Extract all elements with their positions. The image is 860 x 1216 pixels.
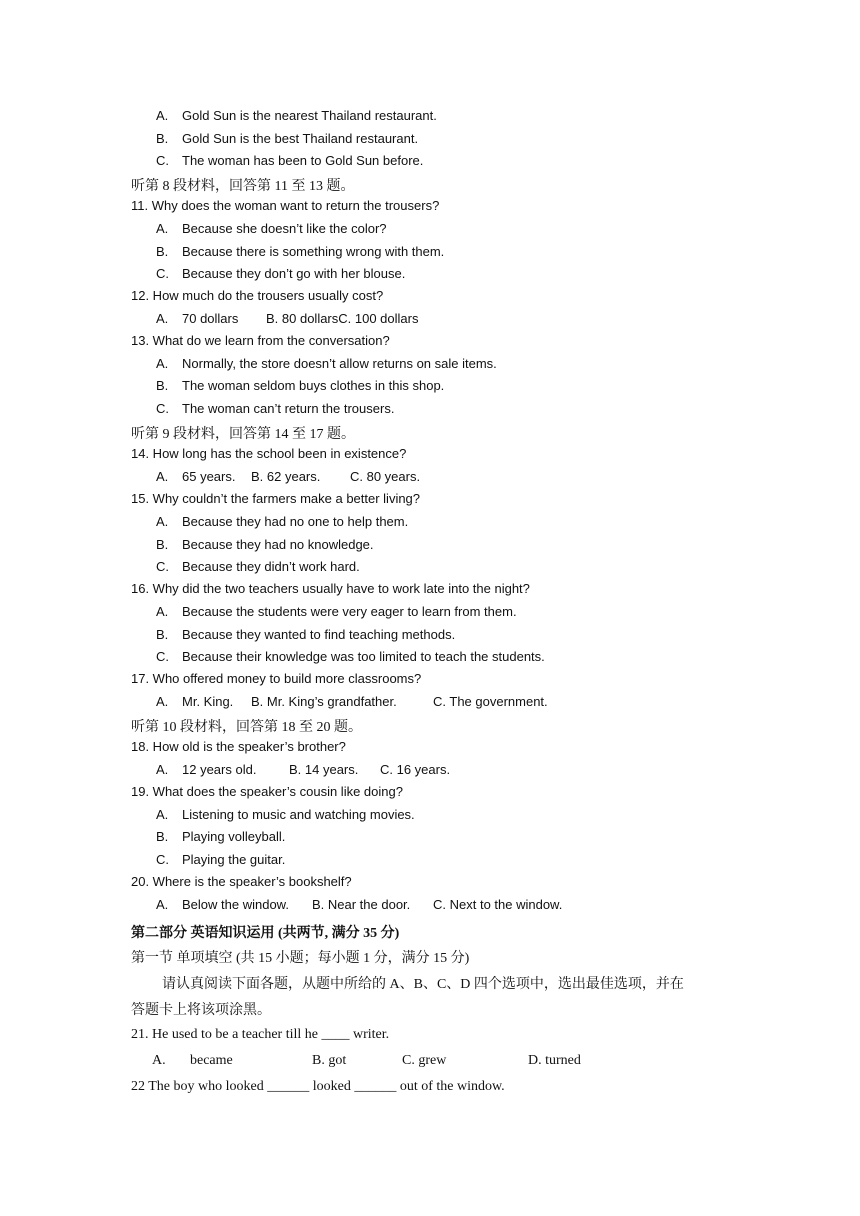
option-label: A. xyxy=(156,221,169,236)
option-label: C. xyxy=(156,266,169,281)
question-stem: 13. What do we learn from the conversation? xyxy=(131,333,390,348)
question-stem: 16. Why did the two teachers usually have to work late into the night? xyxy=(131,581,530,596)
instructions-line-1: 请认真阅读下面各题，从题中所给的 A、B、C、D 四个选项中，选出最佳选项，并在 xyxy=(162,977,684,992)
option-label: C. xyxy=(156,559,169,574)
question-stem: 19. What does the speaker’s cousin like doing? xyxy=(131,784,403,799)
option-text: Because the students were very eager to learn from them. xyxy=(182,604,517,619)
option-a-text: 70 dollars xyxy=(182,311,239,326)
option-label: A. xyxy=(156,762,169,777)
option-label: A. xyxy=(156,514,169,529)
question-stem: 12. How much do the trousers usually cost? xyxy=(131,288,384,303)
option-b-text: B. 62 years. xyxy=(251,469,321,484)
option-label: C. xyxy=(156,401,169,416)
option-label: C. xyxy=(156,153,169,168)
option-c-text: C. grew xyxy=(402,1053,447,1068)
option-label: B. xyxy=(156,131,169,146)
option-b-text: B. Near the door. xyxy=(312,897,411,912)
option-c-text: C. 16 years. xyxy=(380,762,451,777)
question-stem: 11. Why does the woman want to return the trousers? xyxy=(131,198,440,213)
option-b-text: B. got xyxy=(312,1053,347,1068)
option-a-text: 65 years. xyxy=(182,469,236,484)
option-text: The woman seldom buys clothes in this shop. xyxy=(182,378,445,393)
option-d-text: D. turned xyxy=(528,1053,581,1068)
question-stem: 17. Who offered money to build more classrooms? xyxy=(131,671,422,686)
option-text: Normally, the store doesn’t allow returns on sale items. xyxy=(182,356,497,371)
option-text: Because they wanted to find teaching methods. xyxy=(182,627,456,642)
option-label: A. xyxy=(156,469,169,484)
option-a-text: Mr. King. xyxy=(182,694,234,709)
question-stem: 20. Where is the speaker’s bookshelf? xyxy=(131,874,352,889)
option-text: Because there is something wrong with them. xyxy=(182,244,445,259)
option-text: Gold Sun is the best Thailand restaurant. xyxy=(182,131,419,146)
option-text: Because they had no knowledge. xyxy=(182,537,374,552)
option-a-text: Below the window. xyxy=(182,897,289,912)
question-stem: 18. How old is the speaker’s brother? xyxy=(131,739,346,754)
question-stem: 15. Why couldn’t the farmers make a better living? xyxy=(131,491,421,506)
option-label: A. xyxy=(156,108,169,123)
question-stem: 14. How long has the school been in existence? xyxy=(131,446,407,461)
option-label: A. xyxy=(156,604,169,619)
option-label: A. xyxy=(152,1053,166,1068)
question-stem: 21. He used to be a teacher till he ____ writer. xyxy=(131,1027,390,1042)
instructions-line-2: 答题卡上将该项涂黑。 xyxy=(131,1003,271,1018)
option-label: A. xyxy=(156,897,169,912)
option-label: A. xyxy=(156,694,169,709)
option-text: The woman can’t return the trousers. xyxy=(182,401,395,416)
option-a-text: 12 years old. xyxy=(182,762,257,777)
option-text: Gold Sun is the nearest Thailand restaurant. xyxy=(182,108,437,123)
option-text: Because their knowledge was too limited to teach the students. xyxy=(182,649,545,664)
option-text: The woman has been to Gold Sun before. xyxy=(182,153,424,168)
option-label: B. xyxy=(156,378,169,393)
option-text: Because they don’t go with her blouse. xyxy=(182,266,406,281)
option-label: C. xyxy=(156,649,169,664)
option-c-text: C. Next to the window. xyxy=(433,897,563,912)
option-label: B. xyxy=(156,627,169,642)
option-label: C. xyxy=(156,852,169,867)
option-label: B. xyxy=(156,244,169,259)
option-text: Because she doesn’t like the color? xyxy=(182,221,387,236)
option-label: A. xyxy=(156,356,169,371)
option-text: Because they had no one to help them. xyxy=(182,514,409,529)
option-text: Playing volleyball. xyxy=(182,829,286,844)
section-header: 听第 9 段材料，回答第 14 至 17 题。 xyxy=(131,427,355,442)
option-c-text: C. 80 years. xyxy=(350,469,421,484)
question-stem: 22 The boy who looked ______ looked ______ out of the window. xyxy=(131,1079,505,1094)
option-bc-text: B. 80 dollarsC. 100 dollars xyxy=(266,311,419,326)
option-label: B. xyxy=(156,537,169,552)
option-text: Playing the guitar. xyxy=(182,852,286,867)
option-label: A. xyxy=(156,311,169,326)
option-text: Because they didn’t work hard. xyxy=(182,559,360,574)
part-title: 第二部分 英语知识运用 (共两节, 满分 35 分) xyxy=(131,926,400,941)
option-c-text: C. The government. xyxy=(433,694,548,709)
option-text: Listening to music and watching movies. xyxy=(182,807,415,822)
option-a-text: became xyxy=(190,1053,233,1068)
section-header: 听第 10 段材料，回答第 18 至 20 题。 xyxy=(131,720,362,735)
section-title: 第一节 单项填空 (共 15 小题；每小题 1 分，满分 15 分) xyxy=(131,951,470,966)
section-header: 听第 8 段材料，回答第 11 至 13 题。 xyxy=(131,179,355,194)
option-b-text: B. Mr. King’s grandfather. xyxy=(251,694,397,709)
option-b-text: B. 14 years. xyxy=(289,762,359,777)
option-label: A. xyxy=(156,807,169,822)
option-label: B. xyxy=(156,829,169,844)
